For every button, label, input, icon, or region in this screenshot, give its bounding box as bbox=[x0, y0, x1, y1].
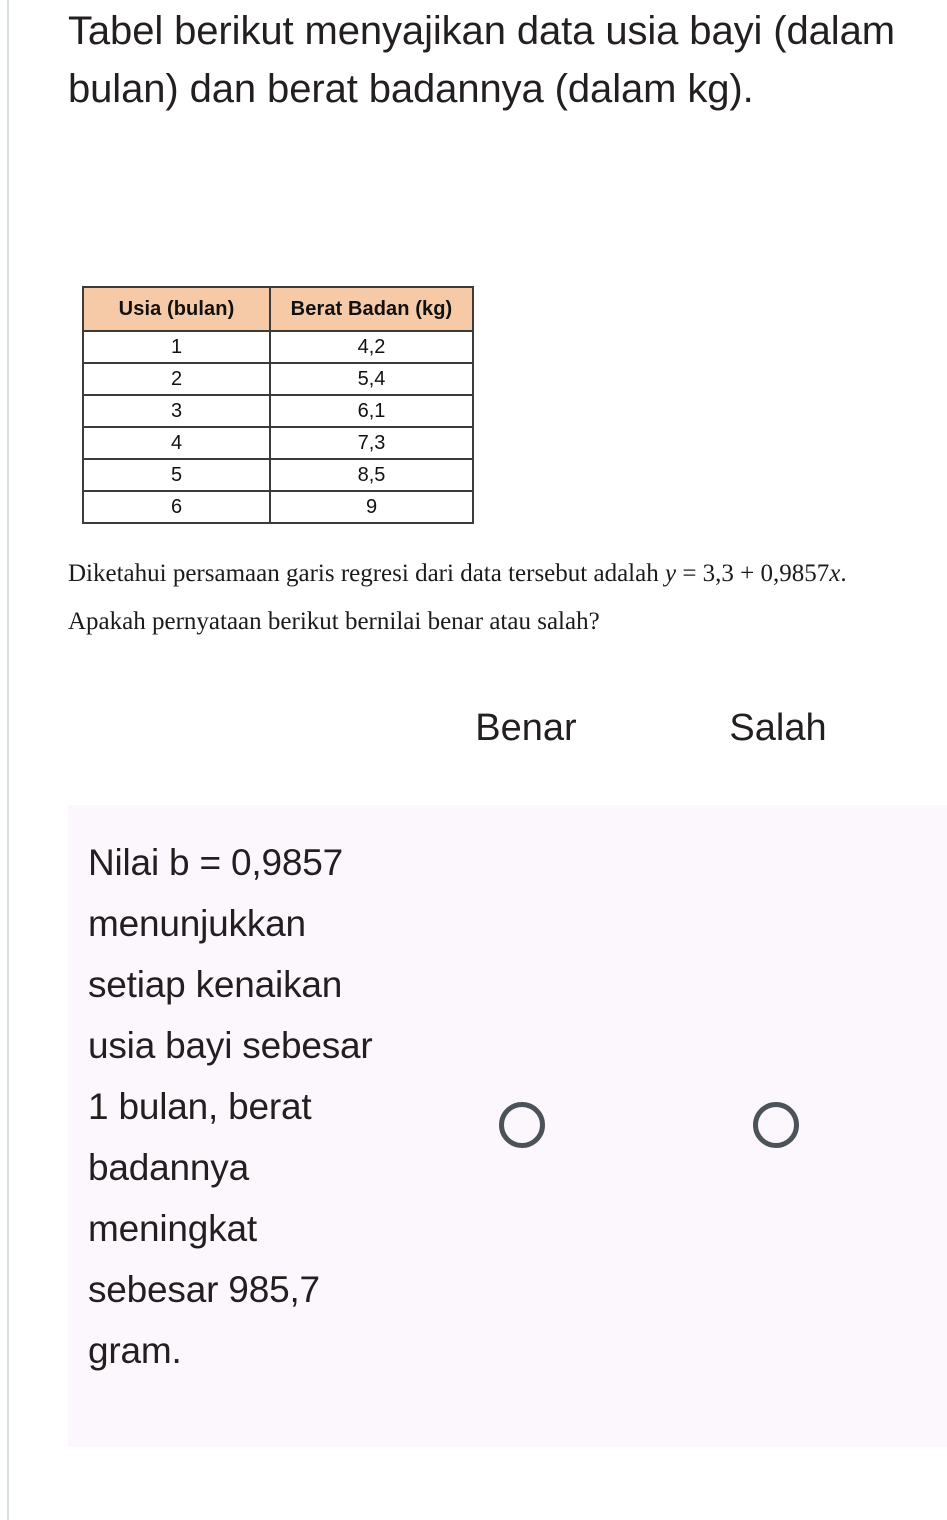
cell-age: 1 bbox=[83, 331, 270, 363]
table-body bbox=[83, 331, 473, 523]
table-row bbox=[83, 395, 473, 427]
prompt-lead-text: Diketahui persamaan garis regresi dari data tersebut adalah bbox=[68, 560, 665, 587]
cell-age: 2 bbox=[83, 363, 270, 395]
table-row bbox=[83, 459, 473, 491]
prompt-trailing-period: . bbox=[840, 560, 847, 587]
cell-weight: 4,2 bbox=[270, 331, 473, 363]
choice-header-benar: Benar bbox=[475, 707, 577, 749]
regression-equation-line bbox=[68, 560, 928, 588]
cell-age: 5 bbox=[83, 459, 270, 491]
choice-header-salah: Salah bbox=[729, 707, 827, 749]
radio-benar[interactable] bbox=[499, 1102, 545, 1148]
table-header-row bbox=[83, 287, 473, 331]
column-header-age: Usia (bulan) bbox=[83, 287, 270, 331]
question-instruction-line: Apakah pernyataan berikut bernilai benar atau salah? bbox=[68, 608, 600, 635]
table-row bbox=[83, 491, 473, 523]
table-row bbox=[83, 363, 473, 395]
equation-x-variable: x bbox=[829, 560, 841, 587]
data-table-container bbox=[82, 286, 474, 524]
cell-age: 3 bbox=[83, 395, 270, 427]
cell-weight: 7,3 bbox=[270, 427, 473, 459]
cell-weight: 5,4 bbox=[270, 363, 473, 395]
left-edge-rule bbox=[7, 0, 9, 1520]
intro-paragraph: Tabel berikut menyajikan data usia bayi (dalam bulan) dan berat badannya (dalam kg). bbox=[68, 9, 895, 111]
age-weight-table bbox=[82, 286, 474, 524]
cell-weight: 9 bbox=[270, 491, 473, 523]
cell-weight: 6,1 bbox=[270, 395, 473, 427]
table-row bbox=[83, 427, 473, 459]
cell-age: 4 bbox=[83, 427, 270, 459]
table-header bbox=[83, 287, 473, 331]
equation-y-variable: y bbox=[664, 560, 677, 587]
radio-salah[interactable] bbox=[753, 1102, 799, 1148]
statement-text: Nilai b = 0,9857 menunjukkan setiap kenaikan usia bayi sebesar 1 bulan, berat badannya meningkat sebesar 985,7 gram. bbox=[88, 842, 373, 1371]
equation-body: = 3,3 + 0,9857 bbox=[676, 560, 830, 587]
cell-weight: 8,5 bbox=[270, 459, 473, 491]
cell-age: 6 bbox=[83, 491, 270, 523]
table-row bbox=[83, 331, 473, 363]
column-header-weight: Berat Badan (kg) bbox=[270, 287, 473, 331]
